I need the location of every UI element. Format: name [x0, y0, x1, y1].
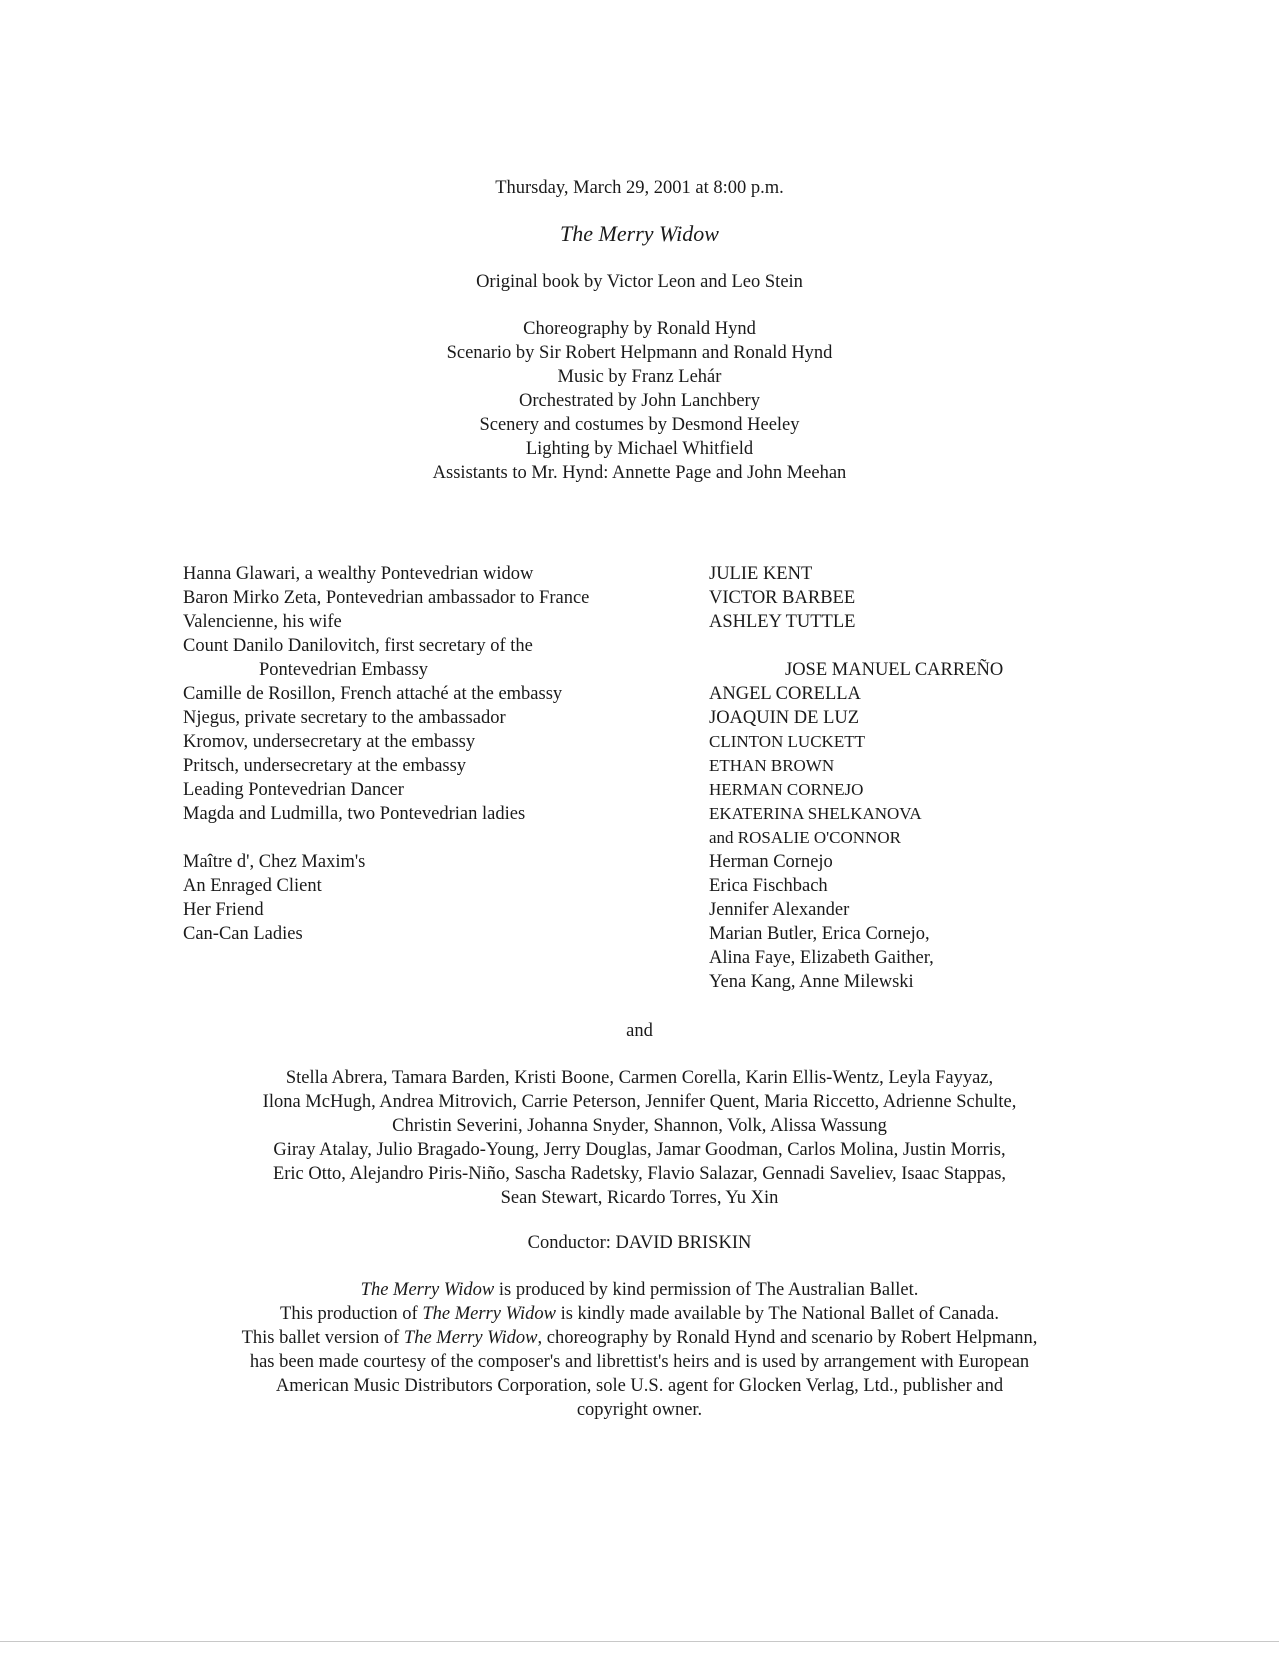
- cast-row: [183, 802, 1183, 826]
- cast-row: [183, 682, 1183, 706]
- cast-row: [183, 706, 1183, 730]
- cast-row: [183, 922, 1183, 946]
- cast-row: [183, 898, 1183, 922]
- role-name: Can-Can Ladies: [183, 924, 303, 944]
- cast-row: [183, 634, 1183, 658]
- dancer-name: JOSE MANUEL CARREÑO: [785, 660, 1004, 680]
- dancer-name: Marian Butler, Erica Cornejo,: [709, 924, 930, 944]
- dancer-name: Jennifer Alexander: [709, 900, 850, 920]
- corps-de-ballet: [0, 1066, 1279, 1210]
- role-name: Hanna Glawari, a wealthy Pontevedrian widow: [183, 564, 534, 584]
- ensemble-line: Ilona McHugh, Andrea Mitrovich, Carrie Peterson, Jennifer Quent, Maria Riccetto, Adrienne Schulte,: [262, 1092, 1017, 1112]
- dancer-name: and ROSALIE O'CONNOR: [709, 828, 901, 847]
- credit-assistants: Assistants to Mr. Hynd: Annette Page and John Meehan: [432, 463, 847, 483]
- role-name: Her Friend: [183, 900, 264, 920]
- note-line: copyright owner.: [576, 1400, 703, 1420]
- role-name: Maître d', Chez Maxim's: [183, 852, 366, 872]
- credit-scenario: Scenario by Sir Robert Helpmann and Ronald Hynd: [446, 343, 833, 363]
- conductor-credit: Conductor: DAVID BRISKIN: [527, 1233, 752, 1253]
- cast-row: [183, 562, 1183, 586]
- role-name: [183, 946, 709, 970]
- cast-row: [183, 778, 1183, 802]
- cast-row: [183, 754, 1183, 778]
- dancer-name: JULIE KENT: [709, 564, 813, 584]
- ensemble-line: Sean Stewart, Ricardo Torres, Yu Xin: [500, 1188, 779, 1208]
- cast-row: [183, 850, 1183, 874]
- cast-row: [183, 658, 1183, 682]
- note-text: is produced by kind permission of The Australian Ballet.: [494, 1280, 919, 1300]
- original-book-credit: Original book by Victor Leon and Leo Stein: [476, 272, 803, 292]
- dancer-name: Alina Faye, Elizabeth Gaither,: [709, 948, 934, 968]
- cast-row: [183, 586, 1183, 610]
- note-line: [0, 1278, 1279, 1302]
- note-text: is kindly made available by The National Ballet of Canada.: [555, 1304, 999, 1324]
- note-line: American Music Distributors Corporation, sole U.S. agent for Glocken Verlag, Ltd., publisher and: [275, 1376, 1004, 1396]
- credit-orchestration: Orchestrated by John Lanchbery: [519, 391, 760, 411]
- dancer-name: Erica Fischbach: [709, 876, 828, 896]
- ensemble-line: Christin Severini, Johanna Snyder, Shannon, Volk, Alissa Wassung: [392, 1116, 887, 1136]
- note-text: This production of: [280, 1304, 423, 1324]
- dancer-name: HERMAN CORNEJO: [709, 780, 864, 799]
- note-line: has been made courtesy of the composer's and librettist's heirs and is used by arrangement with European: [249, 1352, 1030, 1372]
- note-text: , choreography by Ronald Hynd and scenario by Robert Helpmann,: [537, 1328, 1038, 1348]
- dancer-name: Herman Cornejo: [709, 852, 833, 872]
- ensemble-line: Eric Otto, Alejandro Piris-Niño, Sascha Radetsky, Flavio Salazar, Gennadi Saveliev, Isaac Stappas,: [272, 1164, 1007, 1184]
- note-line: [0, 1326, 1279, 1350]
- role-name: Count Danilo Danilovitch, first secretary of the: [183, 636, 533, 656]
- role-name: Valencienne, his wife: [183, 612, 342, 632]
- cast-row: [183, 730, 1183, 754]
- role-name: Pritsch, undersecretary at the embassy: [183, 756, 467, 776]
- credit-music: Music by Franz Lehár: [557, 367, 722, 387]
- role-name: [183, 970, 709, 994]
- role-name: Pontevedrian Embassy: [259, 660, 429, 680]
- role-name: An Enraged Client: [183, 876, 322, 896]
- title-italic: The Merry Widow: [360, 1280, 495, 1300]
- dancer-name: ANGEL CORELLA: [709, 684, 861, 704]
- cast-row: [183, 826, 1183, 850]
- and-label: and: [626, 1021, 653, 1041]
- credit-scenery: Scenery and costumes by Desmond Heeley: [479, 415, 800, 435]
- permission-notes: [0, 1278, 1279, 1422]
- role-name: Magda and Ludmilla, two Pontevedrian ladies: [183, 804, 526, 824]
- title-italic: The Merry Widow: [403, 1328, 538, 1348]
- ensemble-line: Stella Abrera, Tamara Barden, Kristi Boone, Carmen Corella, Karin Ellis-Wentz, Leyla Fayyaz,: [285, 1068, 994, 1088]
- page-bottom-edge: [0, 1641, 1279, 1642]
- role-name: Camille de Rosillon, French attaché at the embassy: [183, 684, 563, 704]
- title-italic: The Merry Widow: [422, 1304, 556, 1324]
- role-name: Baron Mirko Zeta, Pontevedrian ambassador to France: [183, 588, 590, 608]
- cast-list: [183, 562, 1183, 994]
- role-name: Njegus, private secretary to the ambassador: [183, 708, 506, 728]
- dancer-name: EKATERINA SHELKANOVA: [709, 804, 922, 823]
- cast-row: [183, 874, 1183, 898]
- production-credits: [0, 317, 1279, 485]
- credit-choreography: Choreography by Ronald Hynd: [523, 319, 756, 339]
- dancer-name: ETHAN BROWN: [709, 756, 835, 775]
- cast-row: [183, 946, 1183, 970]
- dancer-name: CLINTON LUCKETT: [709, 732, 865, 751]
- dancer-name: JOAQUIN DE LUZ: [709, 708, 860, 728]
- cast-row: [183, 970, 1183, 994]
- credit-lighting: Lighting by Michael Whitfield: [525, 439, 754, 459]
- note-text: This ballet version of: [241, 1328, 404, 1348]
- note-line: [0, 1302, 1279, 1326]
- ensemble-line: Giray Atalay, Julio Bragado-Young, Jerry Douglas, Jamar Goodman, Carlos Molina, Justin Morris,: [273, 1140, 1006, 1160]
- role-name: Kromov, undersecretary at the embassy: [183, 732, 476, 752]
- performance-date: Thursday, March 29, 2001 at 8:00 p.m.: [495, 178, 784, 198]
- cast-row: [183, 610, 1183, 634]
- dancer-name: ASHLEY TUTTLE: [709, 612, 856, 632]
- role-name: Leading Pontevedrian Dancer: [183, 780, 404, 800]
- role-name: [183, 826, 709, 850]
- ballet-title: The Merry Widow: [560, 221, 719, 246]
- dancer-name: Yena Kang, Anne Milewski: [709, 972, 914, 992]
- dancer-name: VICTOR BARBEE: [709, 588, 856, 608]
